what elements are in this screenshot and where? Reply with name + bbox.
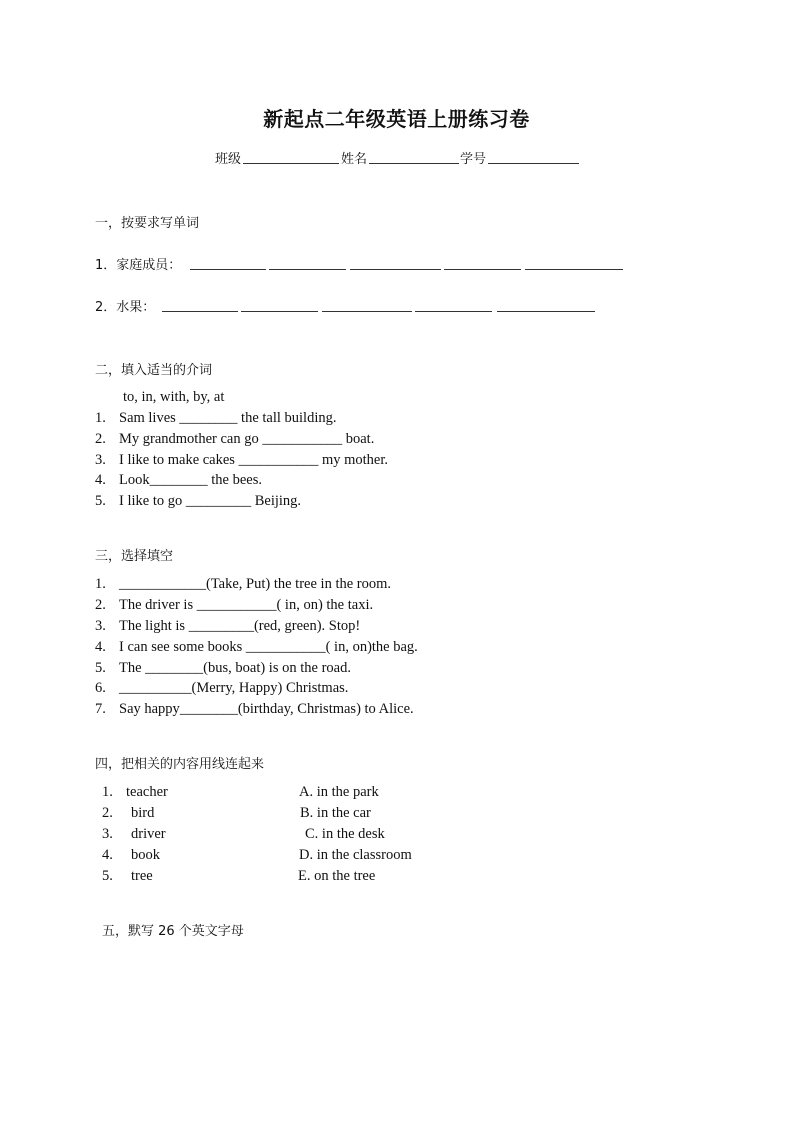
answer-blank[interactable]: ___________ (245, 639, 326, 655)
question-text-after: (Merry, Happy) Christmas. (191, 680, 349, 696)
question-text-before: The (119, 660, 146, 676)
answer-blank[interactable] (269, 269, 346, 270)
section4-heading: 四，把相关的内容用线连起来 (95, 757, 265, 772)
question-text-before: The light is (119, 618, 189, 634)
question-row (95, 660, 351, 677)
question-number: 3. (95, 452, 106, 468)
match-left-item[interactable] (102, 847, 160, 864)
question-number: 7. (95, 701, 106, 717)
answer-blank[interactable]: ____________ (119, 576, 206, 592)
match-word: bird (131, 805, 155, 821)
question-text-after: boat. (342, 431, 375, 447)
answer-blank[interactable]: ________ (145, 660, 204, 676)
question-text-after: the bees. (207, 472, 262, 488)
section1-heading: 一，按要求写单词 (95, 216, 200, 231)
question-text-after: the tall building. (237, 410, 337, 426)
answer-blank[interactable]: ___________ (238, 452, 319, 468)
question-text-before: I like to make cakes (119, 452, 239, 468)
question-row (95, 576, 391, 593)
question-text-before: I like to go (119, 493, 186, 509)
page-title: 新起点二年级英语上册练习卷 (263, 107, 530, 131)
question-text-after: (red, green). Stop! (253, 618, 361, 634)
match-right-item[interactable]: D. in the classroom (299, 847, 412, 863)
class-label: 班级 (215, 152, 242, 167)
question-number: 5. (95, 660, 106, 676)
name-field[interactable] (369, 163, 459, 164)
student-id-label: 学号 (460, 152, 487, 167)
answer-blank[interactable]: ________ (179, 410, 238, 426)
question-text-before: Sam lives (119, 410, 180, 426)
match-word: tree (131, 868, 153, 884)
student-id-field[interactable] (488, 163, 579, 164)
answer-blank[interactable] (322, 311, 412, 312)
match-left-item[interactable] (102, 826, 166, 843)
match-word: teacher (126, 784, 168, 800)
question-row (95, 472, 262, 489)
match-word: book (131, 847, 160, 863)
answer-blank[interactable]: ________ (179, 701, 238, 717)
match-number: 5. (102, 868, 113, 884)
answer-blank[interactable] (444, 269, 521, 270)
question-text-after: ( in, on) the taxi. (276, 597, 374, 613)
match-right-item[interactable]: E. on the tree (298, 868, 376, 884)
question-row (95, 680, 348, 697)
section2-heading: 二，填入适当的介词 (95, 363, 213, 378)
question-number: 2. (95, 597, 106, 613)
question-row (95, 493, 301, 510)
match-left-item[interactable] (102, 805, 154, 822)
answer-blank[interactable]: ________ (149, 472, 208, 488)
question-row (95, 452, 388, 469)
answer-blank[interactable] (497, 311, 595, 312)
answer-blank[interactable]: ___________ (196, 597, 277, 613)
answer-blank[interactable] (525, 269, 623, 270)
question-text-before: The driver is (119, 597, 197, 613)
word-bank: to, in, with, by, at (123, 389, 225, 405)
question-number: 4. (95, 639, 106, 655)
question-text-before: My grandmother can go (119, 431, 263, 447)
match-right-item[interactable]: B. in the car (300, 805, 371, 821)
answer-blank[interactable] (162, 311, 238, 312)
answer-blank[interactable] (415, 311, 492, 312)
section1-item-family: 1．家庭成员： (95, 258, 182, 273)
question-text-before: Look (119, 472, 150, 488)
name-label: 姓名 (341, 152, 368, 167)
question-row (95, 618, 360, 635)
match-number: 4. (102, 847, 113, 863)
match-number: 1. (102, 784, 113, 800)
question-text-after: Beijing. (251, 493, 302, 509)
question-text-after: (bus, boat) is on the road. (203, 660, 351, 676)
match-number: 3. (102, 826, 113, 842)
answer-blank[interactable] (241, 311, 318, 312)
answer-blank[interactable] (350, 269, 441, 270)
section5-heading: 五，默写 26 个英文字母 (102, 924, 244, 939)
question-row (95, 431, 374, 448)
question-number: 2. (95, 431, 106, 447)
match-word: driver (131, 826, 166, 842)
question-row (95, 410, 337, 427)
answer-blank[interactable]: __________ (119, 680, 192, 696)
question-number: 3. (95, 618, 106, 634)
question-text-after: ( in, on)the bag. (325, 639, 418, 655)
answer-blank[interactable] (190, 269, 266, 270)
answer-blank[interactable]: _________ (185, 493, 252, 509)
question-number: 1. (95, 576, 106, 592)
question-text-after: (Take, Put) the tree in the room. (206, 576, 392, 592)
question-text-after: (birthday, Christmas) to Alice. (237, 701, 414, 717)
match-left-item[interactable] (102, 784, 168, 801)
question-row (95, 597, 373, 614)
match-number: 2. (102, 805, 113, 821)
question-row (95, 701, 414, 718)
match-right-item[interactable]: C. in the desk (305, 826, 385, 842)
section3-heading: 三，选择填空 (95, 549, 174, 564)
answer-blank[interactable]: ___________ (262, 431, 343, 447)
class-field[interactable] (243, 163, 339, 164)
question-number: 6. (95, 680, 106, 696)
question-number: 5. (95, 493, 106, 509)
question-text-before: Say happy (119, 701, 180, 717)
question-number: 1. (95, 410, 106, 426)
answer-blank[interactable]: _________ (188, 618, 254, 634)
section1-item-fruit: 2．水果： (95, 300, 156, 315)
question-text-before: I can see some books (119, 639, 246, 655)
question-row (95, 639, 418, 656)
question-number: 4. (95, 472, 106, 488)
match-right-item[interactable]: A. in the park (299, 784, 379, 800)
match-left-item[interactable] (102, 868, 153, 885)
question-text-after: my mother. (318, 452, 389, 468)
